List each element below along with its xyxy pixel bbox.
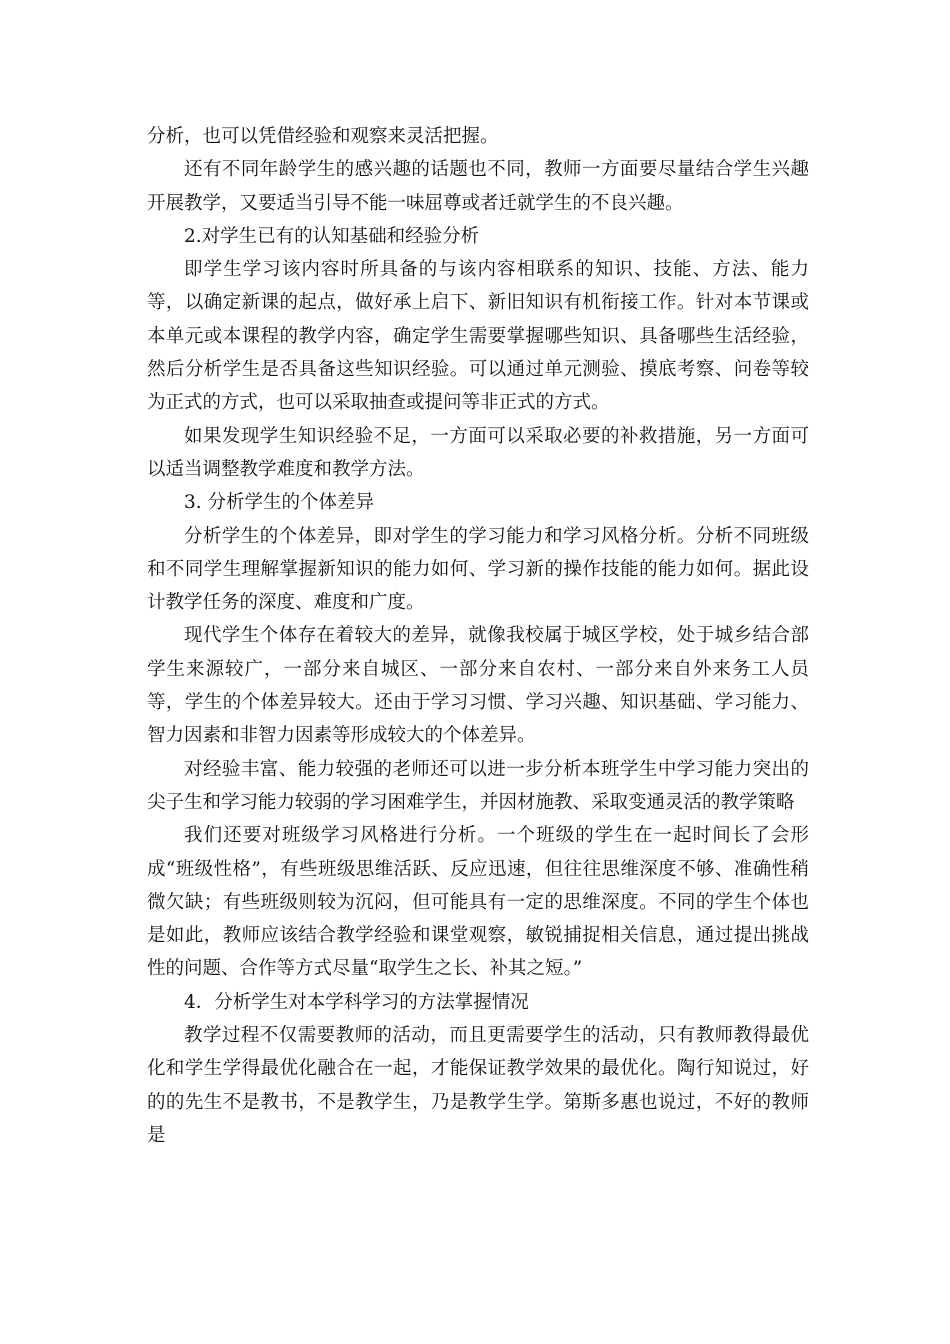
paragraph-9: 教学过程不仅需要教师的活动，而且更需要学生的活动，只有教师教得最优化和学生学得最优化融合在一起，才能保证教学效果的最优化。陶行知说过，好的的先生不是教书，不是教学生，乃是教学生学。第斯多惠也说过，不好的教师是 [147, 1025, 809, 1146]
section-heading-2: 2.对学生已有的认知基础和经验分析 [184, 225, 480, 247]
paragraph-7: 对经验丰富、能力较强的老师还可以进一步分析本班学生中学习能力突出的尖子生和学习能力较弱的学习困难学生，并因材施教、采取变通灵活的教学策略 [147, 758, 809, 813]
paragraph-8: 我们还要对班级学习风格进行分析。一个班级的学生在一起时间长了会形成“班级性格”，有些班级思维活跃、反应迅速，但往往思维深度不够、准确性稍微欠缺；有些班级则较为沉闷，但可能具有一定的思维深度。不同的学生个体也是如此，教师应该结合教学经验和课堂观察，敏锐捕捉相关信息，通过提出挑战性的问题、合作等方式尽量“取学生之长、补其之短。” [147, 825, 809, 980]
paragraph-3: 即学生学习该内容时所具备的与该内容相联系的知识、技能、方法、能力等，以确定新课的起点，做好承上启下、新旧知识有机衔接工作。针对本节课或本单元或本课程的教学内容，确定学生需要掌握哪些知识、具备哪些生活经验，然后分析学生是否具备这些知识经验。可以通过单元测验、摸底考察、问卷等较为正式的方式，也可以采取抽查或提问等非正式的方式。 [147, 259, 809, 414]
paragraph-1: 分析，也可以凭借经验和观察来灵活把握。 [147, 126, 499, 147]
paragraph-2: 还有不同年龄学生的感兴趣的话题也不同，教师一方面要尽量结合学生兴趣开展教学，又要适当引导不能一味屈尊或者迁就学生的不良兴趣。 [147, 159, 809, 214]
document-page [147, 120, 809, 1152]
paragraph-4: 如果发现学生知识经验不足，一方面可以采取必要的补救措施，另一方面可以适当调整教学难度和教学方法。 [147, 425, 809, 480]
section-heading-3: 3. 分析学生的个体差异 [184, 492, 375, 514]
paragraph-5: 分析学生的个体差异，即对学生的学习能力和学习风格分析。分析不同班级和不同学生理解掌握新知识的能力如何、学习新的操作技能的能力如何。据此设计教学任务的深度、难度和广度。 [147, 525, 809, 614]
section-heading-4: 4．分析学生对本学科学习的方法掌握情况 [184, 991, 529, 1013]
paragraph-6: 现代学生个体存在着较大的差异，就像我校属于城区学校，处于城乡结合部学生来源较广，一部分来自城区、一部分来自农村、一部分来自外来务工人员等，学生的个体差异较大。还由于学习习惯、学习兴趣、知识基础、学习能力、智力因素和非智力因素等形成较大的个体差异。 [147, 625, 809, 747]
